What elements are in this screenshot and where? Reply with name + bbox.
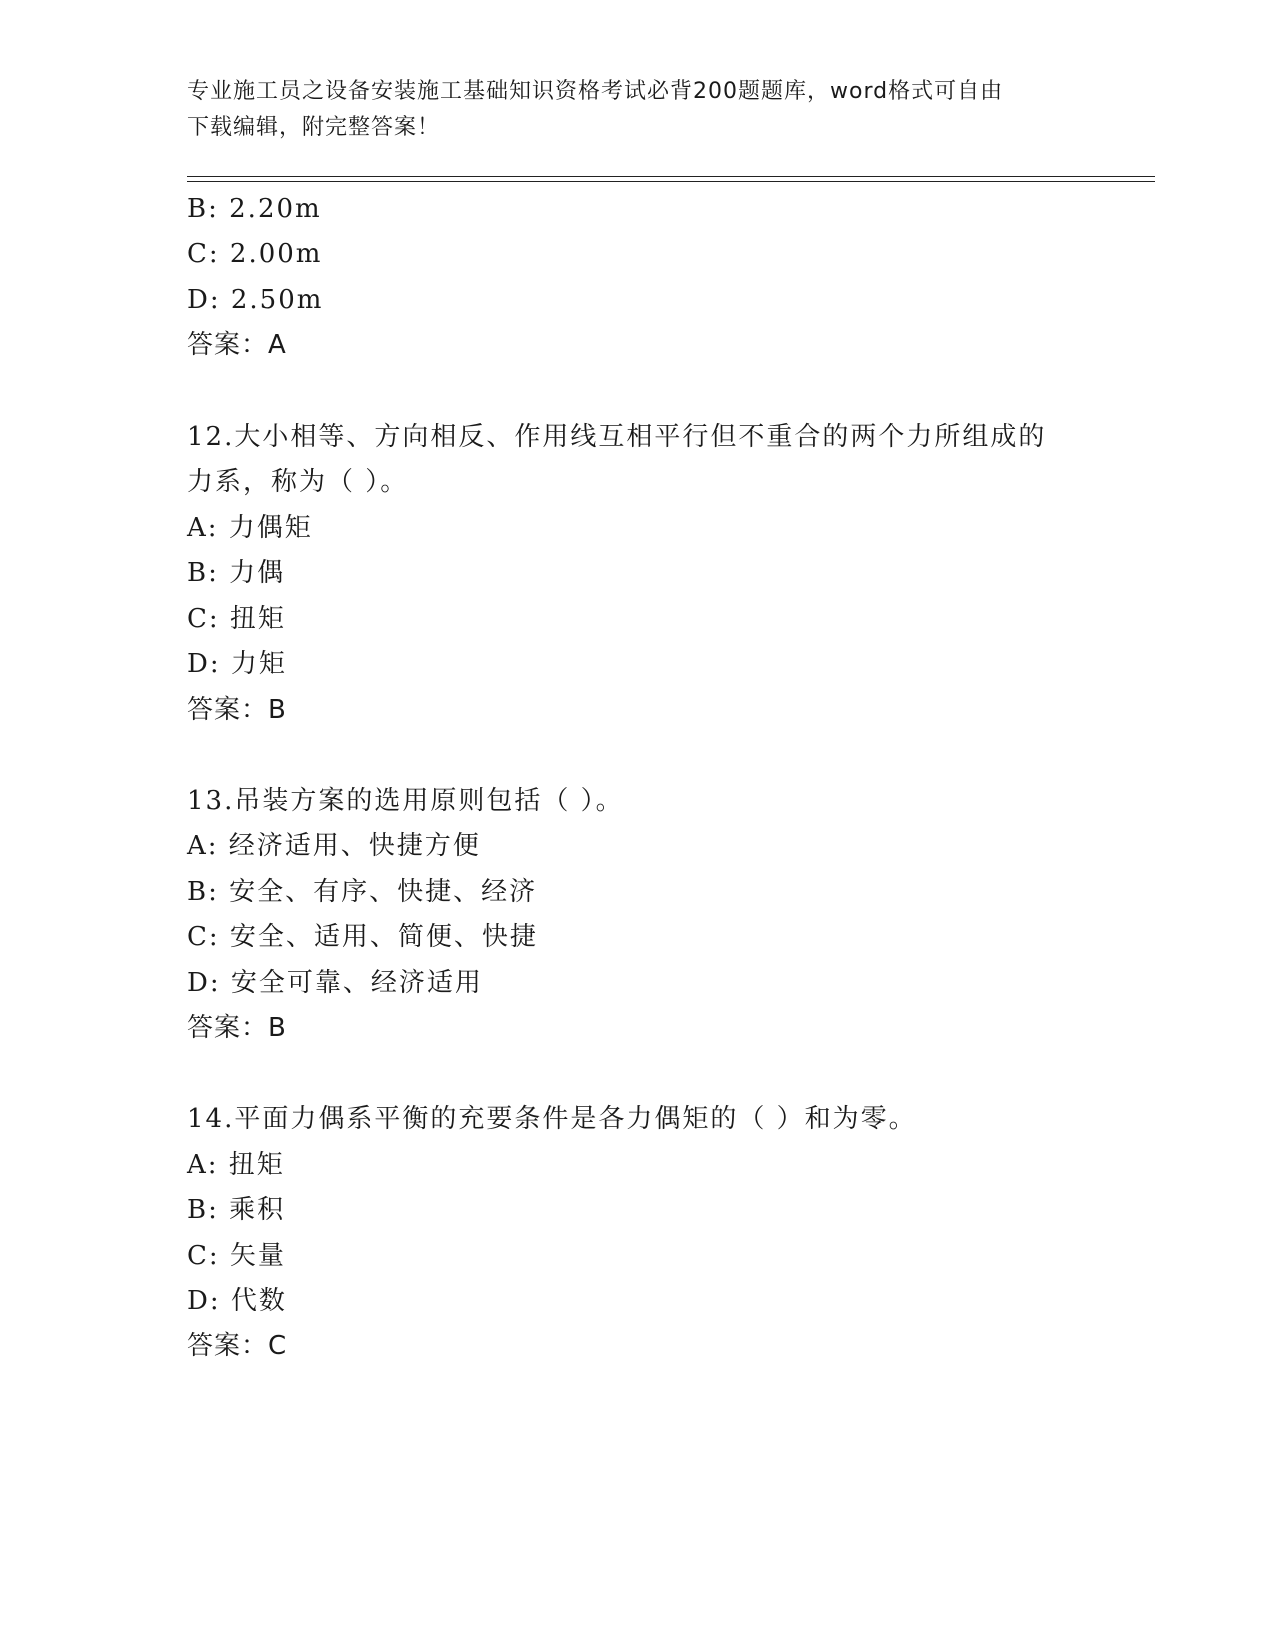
q11-option-b: B: 2.20m	[187, 194, 322, 224]
q14-answer: 答案：C	[187, 1331, 288, 1361]
q12-option-b: B: 力偶	[187, 558, 286, 588]
q12-stem-line-2: 力系，称为（ ）。	[187, 467, 409, 497]
header-title-line-1: 专业施工员之设备安装施工基础知识资格考试必背200题题库，word格式可自由	[187, 79, 1004, 104]
q12-answer: 答案：B	[187, 695, 287, 725]
q13-answer: 答案：B	[187, 1013, 287, 1043]
header-divider-top	[187, 176, 1155, 177]
q13-option-a: A: 经济适用、快捷方便	[187, 831, 481, 861]
q14-option-d: D: 代数	[187, 1286, 287, 1316]
q12-option-c: C: 扭矩	[187, 604, 286, 634]
q11-answer: 答案：A	[187, 330, 287, 360]
page-header	[187, 74, 1087, 146]
q11-option-d: D: 2.50m	[187, 285, 324, 315]
q13-option-c: C: 安全、适用、简便、快捷	[187, 922, 538, 952]
q12-option-a: A: 力偶矩	[187, 513, 313, 543]
q12-option-d: D: 力矩	[187, 649, 287, 679]
q14-option-c: C: 矢量	[187, 1241, 286, 1271]
header-title-line-2: 下载编辑，附完整答案！	[187, 115, 441, 140]
header-divider-bottom	[187, 181, 1155, 182]
q14-option-a: A: 扭矩	[187, 1150, 285, 1180]
q14-stem: 14.平面力偶系平衡的充要条件是各力偶矩的（ ）和为零。	[187, 1104, 917, 1134]
q13-stem: 13.吊装方案的选用原则包括（ ）。	[187, 786, 624, 816]
q13-option-d: D: 安全可靠、经济适用	[187, 968, 483, 998]
q12-stem-line-1: 12.大小相等、方向相反、作用线互相平行但不重合的两个力所组成的	[187, 422, 1047, 452]
q11-option-c: C: 2.00m	[187, 239, 323, 269]
q14-option-b: B: 乘积	[187, 1195, 286, 1225]
q13-option-b: B: 安全、有序、快捷、经济	[187, 877, 538, 907]
